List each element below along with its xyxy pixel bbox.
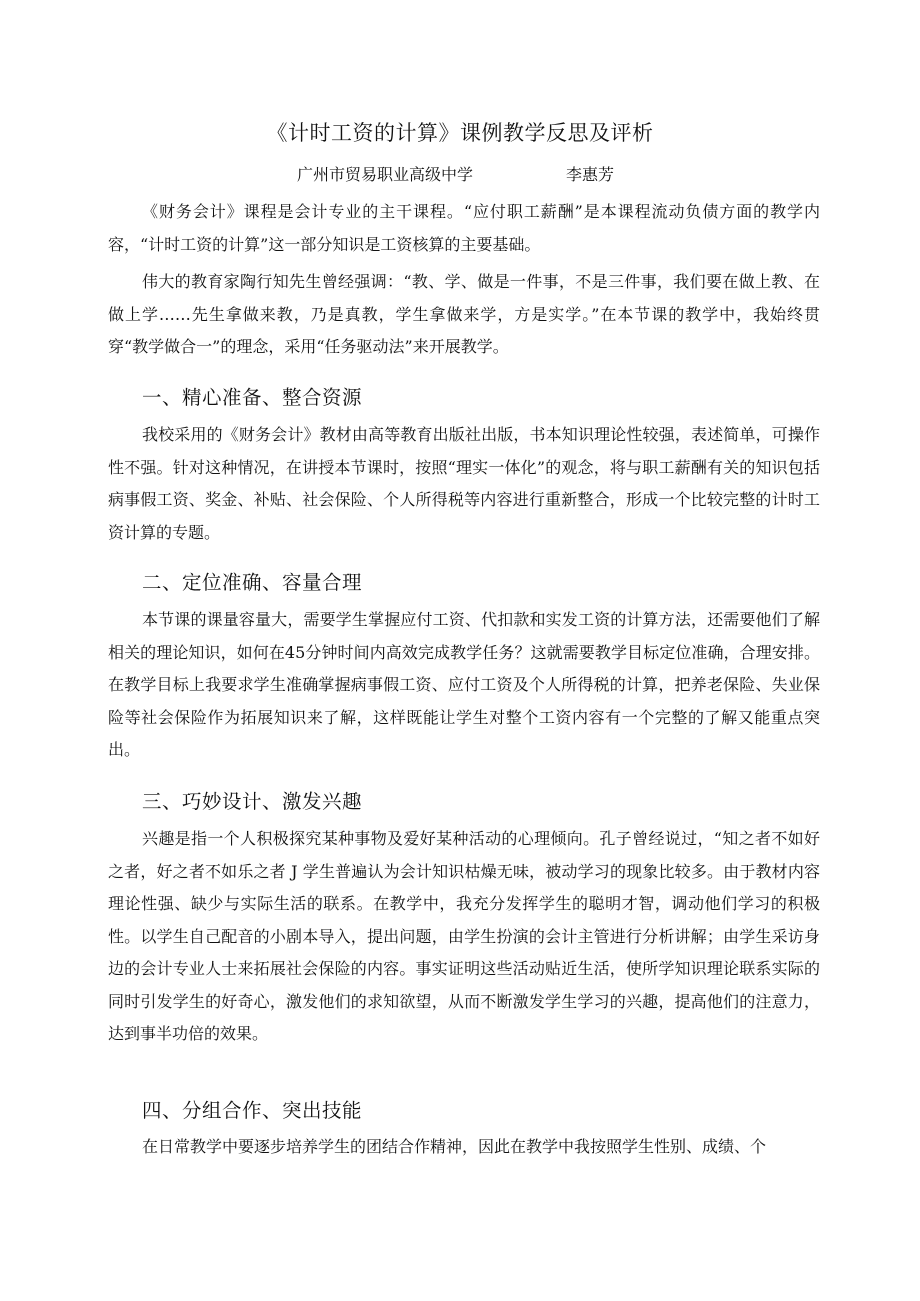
section-heading-4: 四、分组合作、突出技能 bbox=[142, 1099, 363, 1122]
paragraph-intro: 《财务会计》课程是会计专业的主干课程。“应付职工薪酬”是本课程流动负债方面的教学内容，“计时工资的计算”这一部分知识是工资核算的主要基础。 bbox=[108, 202, 820, 254]
author-name: 李惠芳 bbox=[566, 165, 615, 184]
paragraph-section-1: 我校采用的《财务会计》教材由高等教育出版社出版，书本知识理论性较强，表述简单，可操作性不强。针对这种情况，在讲授本节课时，按照“理实一体化”的观念，将与职工薪酬有关的知识包括病事假工资、奖金、补贴、社会保险、个人所得税等内容进行重新整合，形成一个比较完整的计时工资计算的专题。 bbox=[108, 425, 820, 542]
school-name: 广州市贸易职业高级中学 bbox=[297, 165, 474, 184]
section-heading-2: 二、定位准确、容量合理 bbox=[142, 571, 363, 594]
paragraph-section-3: 兴趣是指一个人积极探究某种事物及爱好某种活动的心理倾向。孔子曾经说过，“知之者不如好之者，好之者不如乐之者 J 学生普遍认为会计知识枯燥无味，被动学习的现象比较多。由于教材内容理论性强、缺少与实际生活的联系。在教学中，我充分发挥学生的聪明才智，调动他们学习的积极性。以学生自己配音的小剧本导入，提出问题，由学生扮演的会计主管进行分析讲解；由学生采访身边的会计专业人士来拓展社会保险的内容。事实证明这些活动贴近生活，使所学知识理论联系实际的同时引发学生的好奇心，激发他们的求知欲望，从而不断激发学生学习的兴趣，提高他们的注意力，达到事半功倍的效果。 bbox=[108, 829, 820, 1043]
paragraph-section-4: 在日常教学中要逐步培养学生的团结合作精神，因此在教学中我按照学生性别、成绩、个 bbox=[142, 1137, 767, 1156]
document-title: 《计时工资的计算》课例教学反思及评析 bbox=[266, 121, 654, 145]
section-heading-3: 三、巧妙设计、激发兴趣 bbox=[142, 790, 363, 813]
paragraph-philosophy: 伟大的教育家陶行知先生曾经强调：“教、学、做是一件事，不是三件事，我们要在做上教、在做上学……先生拿做来教，乃是真教，学生拿做来学，方是实学。”在本节课的教学中，我始终贯穿“教学做合一”的理念，采用“任务驱动法”来开展教学。 bbox=[108, 272, 820, 356]
paragraph-section-2: 本节课的课量容量大，需要学生掌握应付工资、代扣款和实发工资的计算方法，还需要他们了解相关的理论知识，如何在45分钟时间内高效完成教学任务？这就需要教学目标定位准确，合理安排。在教学目标上我要求学生准确掌握病事假工资、应付工资及个人所得税的计算，把养老保险、失业保险等社会保险作为拓展知识来了解，这样既能让学生对整个工资内容有一个完整的了解又能重点突出。 bbox=[108, 610, 820, 759]
section-heading-1: 一、精心准备、整合资源 bbox=[142, 386, 363, 409]
